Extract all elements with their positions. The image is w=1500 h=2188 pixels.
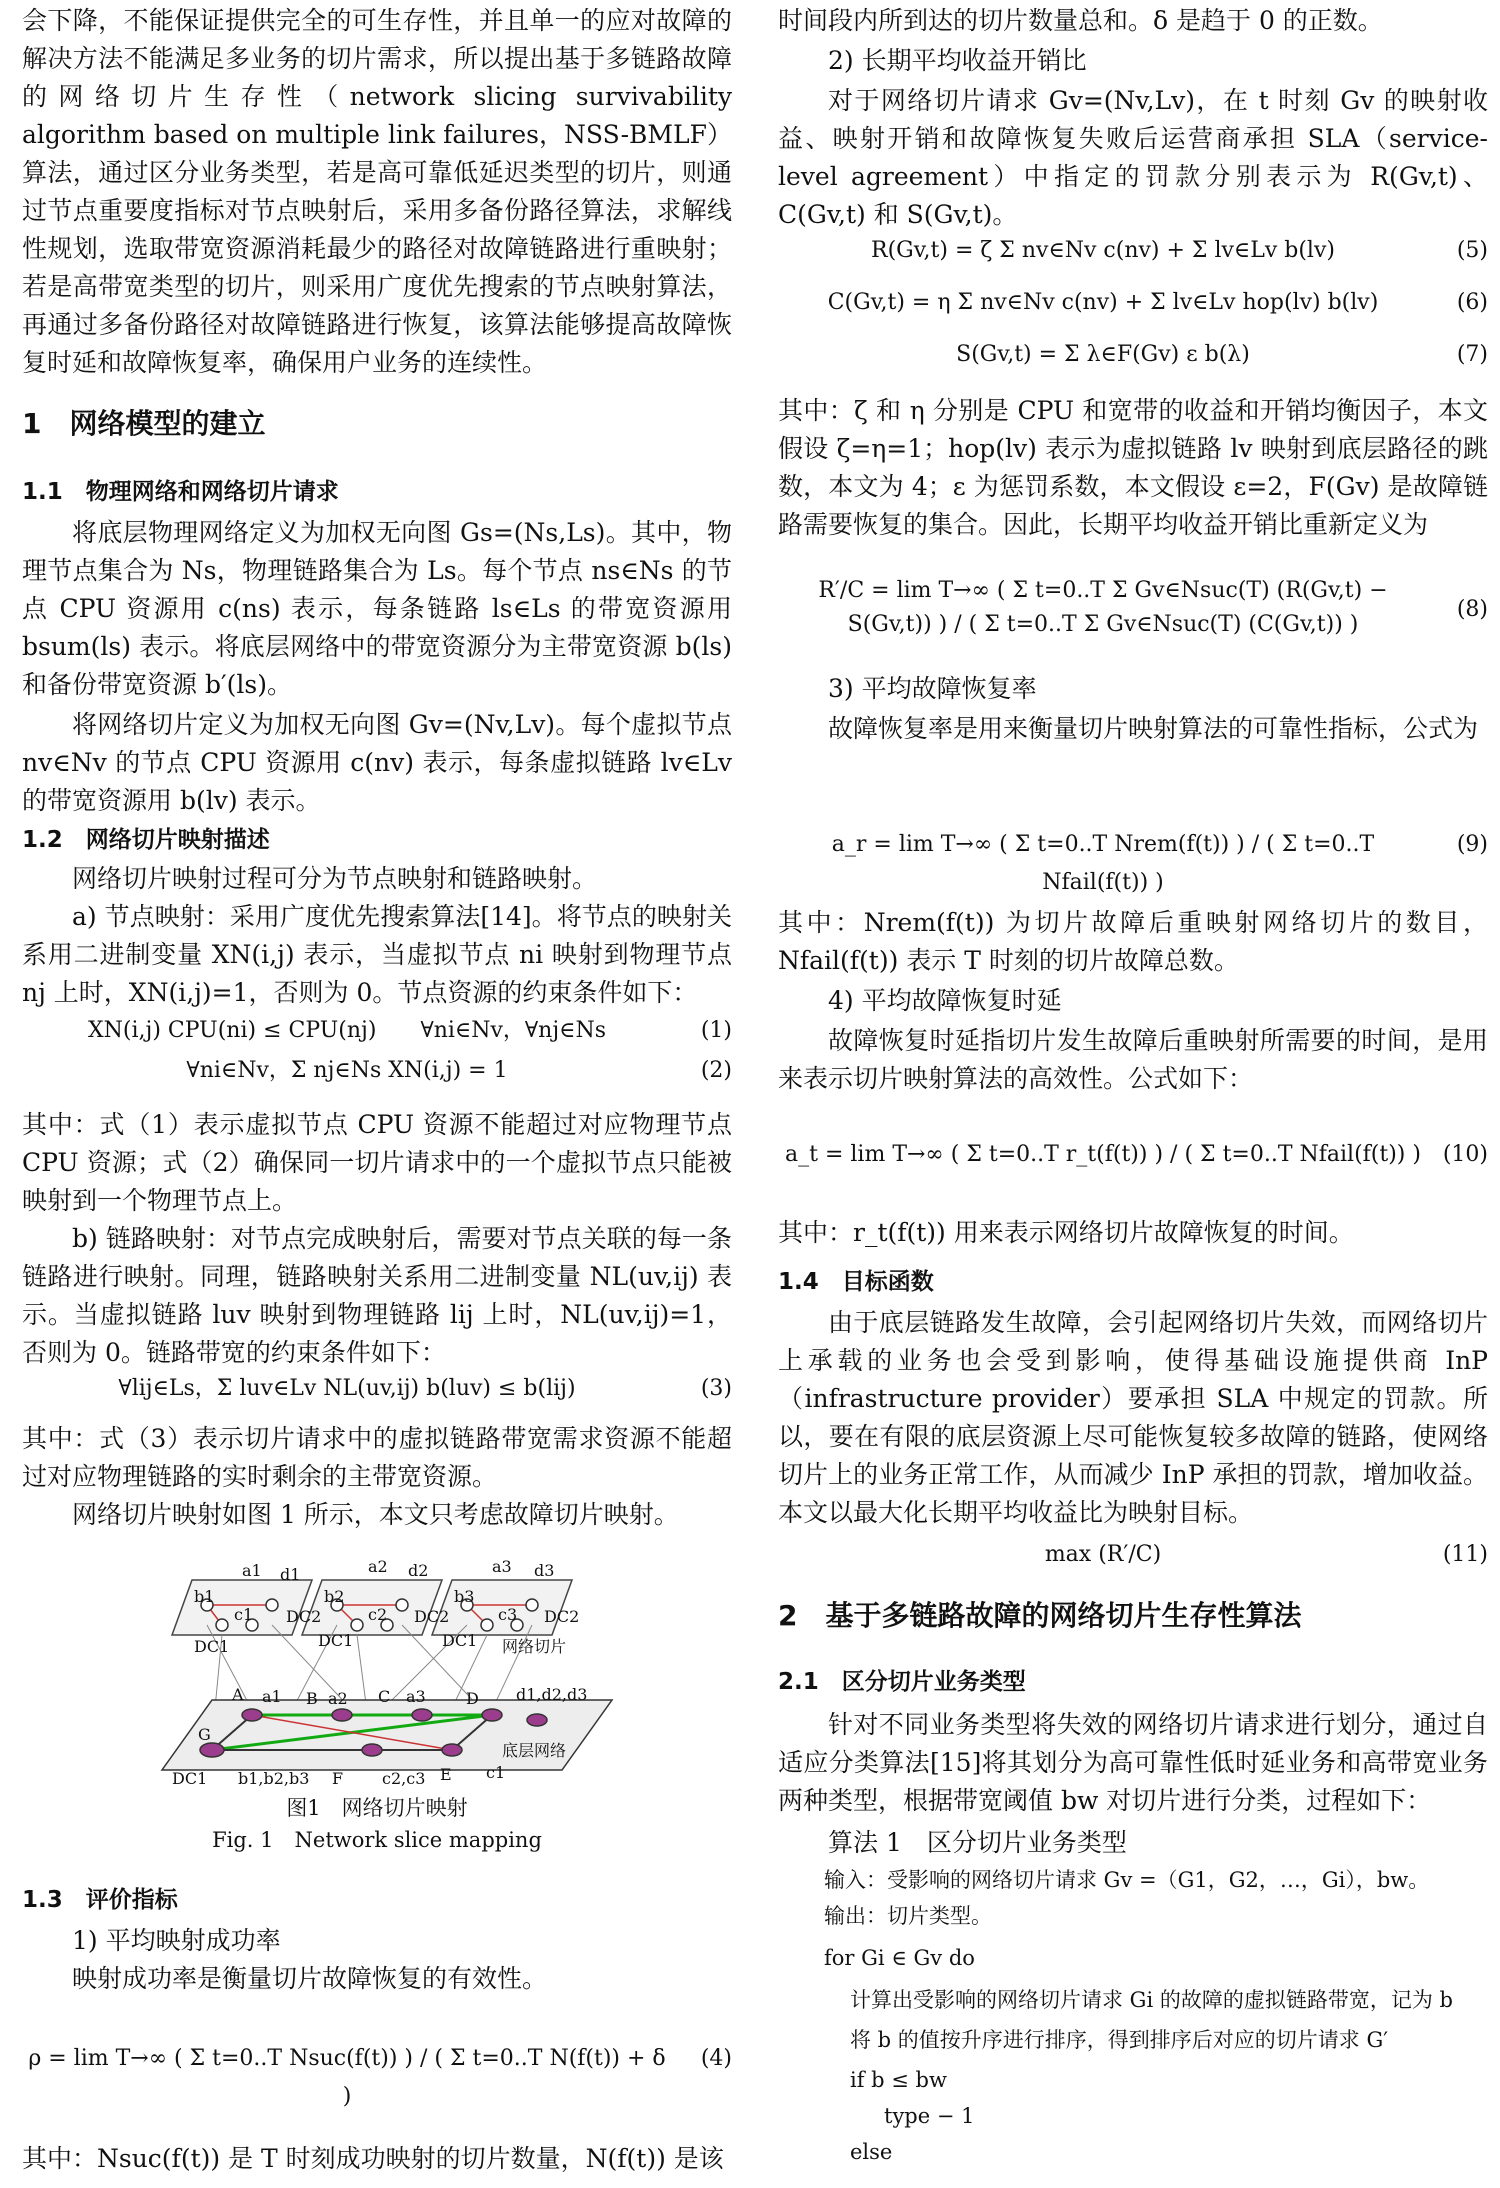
section-1-3-paragraph-1: 映射成功率是衡量切片故障恢复的有效性。	[72, 1964, 548, 1993]
equation-11: max (R′/C) (11)	[1044, 1542, 1488, 1567]
equation-6: C(Gv,t) = η Σ nv∈Nv c(nv) + Σ lv∈Lv hop(lv) b(lv) (6)	[827, 290, 1488, 315]
svg-text:a3: a3	[406, 1687, 426, 1706]
section-1-title: 1 网络模型的建立	[22, 407, 266, 440]
svg-text:c1: c1	[234, 1605, 254, 1624]
svg-text:F: F	[332, 1769, 344, 1788]
svg-text:c1: c1	[486, 1763, 506, 1782]
metric-2-explanation: 其中：ζ 和 η 分别是 CPU 和宽带的收益和开销均衡因子，本文假设 ζ=η=1；hop(lv) 表示为虚拟链路 lv 映射到底层路径的跳数，本文为 4；ε 为惩罚系数，本文假设 ε=2，F(Gv) 是故障链路需要恢复的集合。因此，长期平均收益开销比重新定义为	[778, 396, 1488, 539]
svg-text:d1,d2,d3: d1,d2,d3	[516, 1685, 588, 1704]
section-1-3-title: 1.3 评价指标	[22, 1887, 178, 1913]
svg-text:a3: a3	[492, 1557, 512, 1576]
svg-text:E: E	[440, 1765, 452, 1784]
network-slice-mapping-diagram	[22, 1540, 732, 1790]
svg-text:DC1: DC1	[442, 1631, 478, 1650]
svg-text:d1: d1	[280, 1565, 301, 1584]
algorithm-1-output: 输出：切片类型。	[824, 1904, 992, 1928]
svg-text:c2,c3: c2,c3	[382, 1769, 426, 1788]
algorithm-1-input: 输入：受影响的网络切片请求 Gv =（G1，G2，…，Gi），bw。	[824, 1868, 1430, 1892]
section-1-2-paragraph-5: 其中：式（3）表示切片请求中的虚拟链路带宽需求资源不能超过对应物理链路的实时剩余的主带宽资源。	[22, 1424, 732, 1491]
equation-4: ρ = lim T→∞ ( Σ t=0..T Nsuc(f(t)) ) / ( Σ t=0..T N(f(t)) + δ ) (4)	[28, 2046, 732, 2109]
section-2-1-paragraph: 针对不同业务类型将失效的网络切片请求进行划分，通过自适应分类算法[15]将其划分为高可靠性低时延业务和高带宽业务两种类型，根据带宽阈值 bw 对切片进行分类，过程如下：	[778, 1710, 1488, 1815]
svg-text:a1: a1	[242, 1561, 262, 1580]
section-1-2-paragraph-2: a) 节点映射：采用广度优先搜索算法[14]。将节点的映射关系用二进制变量 XN(i,j) 表示，当虚拟节点 ni 映射到物理节点 nj 上时，XN(i,j)=1，否则为 0。节点资源的约束条件如下：	[22, 902, 732, 1007]
section-1-4-title: 1.4 目标函数	[778, 1269, 934, 1295]
figure-1	[22, 1540, 732, 1790]
svg-text:b2: b2	[324, 1587, 345, 1606]
svg-text:a2: a2	[328, 1689, 348, 1708]
algorithm-1	[778, 1824, 1488, 2170]
metric-3-paragraph: 故障恢复率是用来衡量切片映射算法的可靠性指标，公式为	[828, 714, 1479, 743]
svg-text:C: C	[378, 1687, 391, 1706]
figure-1-caption-en: Fig. 1 Network slice mapping	[212, 1828, 542, 1852]
metric-2-paragraph: 对于网络切片请求 Gv=(Nv,Lv)，在 t 时刻 Gv 的映射收益、映射开销和故障恢复失败后运营商承担 SLA（service-level agreement）中指定的罚款分别表示为 R(Gv,t)、C(Gv,t) 和 S(Gv,t)。	[778, 86, 1488, 229]
svg-text:c2: c2	[368, 1605, 388, 1624]
section-1-2-paragraph-1: 网络切片映射过程可分为节点映射和链路映射。	[72, 864, 598, 893]
svg-text:d2: d2	[408, 1561, 429, 1580]
metric-3-explanation: 其中：Nrem(f(t)) 为切片故障后重映射网络切片的数目，Nfail(f(t)) 表示 T 时刻的切片故障总数。	[778, 908, 1488, 975]
section-1-4-paragraph: 由于底层链路发生故障，会引起网络切片失效，而网络切片上承载的业务也会受到影响，使得基础设施提供商 InP（infrastructure provider）要承担 SLA 中规定的罚款。所以，要在有限的底层资源上尽可能恢复较多故障的链路，使网络切片上的业务正常工作，从而减少 InP 承担的罚款，增加收益。本文以最大化长期平均收益比为映射目标。	[778, 1308, 1488, 1527]
svg-text:a2: a2	[368, 1557, 388, 1576]
section-1-2-paragraph-3: 其中：式（1）表示虚拟节点 CPU 资源不能超过对应物理节点 CPU 资源；式（2）确保同一切片请求中的一个虚拟节点只能被映射到一个物理节点上。	[22, 1110, 732, 1215]
metric-3-title: 3) 平均故障恢复率	[828, 674, 1037, 703]
equation-7: S(Gv,t) = Σ λ∈F(Gv) ε b(λ) (7)	[956, 342, 1488, 367]
section-1-2-paragraph-4: b) 链路映射：对节点完成映射后，需要对节点关联的每一条链路进行映射。同理，链路映射关系用二进制变量 NL(uv,ij) 表示。当虚拟链路 luv 映射到物理链路 lij 上时，NL(uv,ij)=1，否则为 0。链路带宽的约束条件如下：	[22, 1224, 732, 1367]
svg-text:a1: a1	[262, 1687, 282, 1706]
svg-text:c3: c3	[498, 1605, 518, 1624]
section-1-1-paragraph-1: 将底层物理网络定义为加权无向图 Gs=(Ns,Ls)。其中，物理节点集合为 Ns，物理链路集合为 Ls。每个节点 ns∈Ns 的节点 CPU 资源用 c(ns) 表示，每条链路 ls∈Ls 的带宽资源用 bsum(ls) 表示。将底层网络中的带宽资源分为主带宽资源 b(ls) 和备份带宽资源 b′(ls)。	[22, 518, 732, 699]
equation-1: XN(i,j) CPU(ni) ≤ CPU(nj) ∀ni∈Nv，∀nj∈Ns (1)	[88, 1018, 732, 1043]
svg-text:A: A	[232, 1685, 244, 1704]
section-2-1-title: 2.1 区分切片业务类型	[778, 1669, 1026, 1695]
svg-text:d3: d3	[534, 1561, 555, 1580]
algorithm-1-if: if b ≤ bw	[850, 2068, 947, 2092]
algorithm-1-for: for Gi ∈ Gv do	[824, 1946, 975, 1970]
svg-text:B: B	[306, 1689, 318, 1708]
algorithm-1-type: type − 1	[884, 2104, 975, 2128]
section-1-3-paragraph-2: 其中：Nsuc(f(t)) 是 T 时刻成功映射的切片数量，N(f(t)) 是该	[22, 2144, 724, 2173]
metric-4-explanation: 其中：r_t(f(t)) 用来表示网络切片故障恢复的时间。	[778, 1218, 1354, 1247]
equation-3: ∀lij∈Ls，Σ luv∈Lv NL(uv,ij) b(luv) ≤ b(lij) (3)	[118, 1376, 732, 1401]
equation-2: ∀ni∈Nv，Σ nj∈Ns XN(i,j) = 1 (2)	[186, 1058, 732, 1083]
equation-9: a_r = lim T→∞ ( Σ t=0..T Nrem(f(t)) ) / ( Σ t=0..T Nfail(f(t)) ) (9)	[831, 832, 1488, 895]
svg-text:网络切片: 网络切片	[502, 1637, 567, 1656]
equation-8: R′/C = lim T→∞ ( Σ t=0..T Σ Gv∈Nsuc(T) (R(Gv,t) − S(Gv,t)) ) / ( Σ t=0..T Σ Gv∈Nsuc(T) (C(Gv,t)) ) (8)	[818, 578, 1488, 637]
intro-paragraph: 会下降，不能保证提供完全的可生存性，并且单一的应对故障的解决方法不能满足多业务的切片需求，所以提出基于多链路故障的网络切片生存性（network slicing survivability algorithm based on multiple link failures，NSS-BMLF）算法，通过区分业务类型，若是高可靠低延迟类型的切片，则通过节点重要度指标对节点映射后，采用多备份路径算法，求解线性规划，选取带宽资源消耗最少的路径对故障链路进行重映射；若是高带宽类型的切片，则采用广度优先搜索的节点映射算法，再通过多备份路径对故障链路进行恢复，该算法能够提高故障恢复时延和故障恢复率，确保用户业务的连续性。	[22, 6, 732, 377]
algorithm-1-line-1: 计算出受影响的网络切片请求 Gi 的故障的虚拟链路带宽，记为 b	[850, 1988, 1453, 2012]
svg-text:b1,b2,b3: b1,b2,b3	[238, 1769, 310, 1788]
metric-2-title: 2) 长期平均收益开销比	[828, 46, 1087, 75]
svg-text:DC2: DC2	[544, 1607, 580, 1626]
section-1-1-title: 1.1 物理网络和网络切片请求	[22, 479, 339, 505]
svg-text:底层网络: 底层网络	[502, 1741, 567, 1760]
figure-1-caption-cn: 图1 网络切片映射	[286, 1796, 468, 1820]
equation-5: R(Gv,t) = ζ Σ nv∈Nv c(nv) + Σ lv∈Lv b(lv) (5)	[871, 238, 1488, 263]
svg-text:b1: b1	[194, 1587, 215, 1606]
section-1-1-paragraph-2: 将网络切片定义为加权无向图 Gv=(Nv,Lv)。每个虚拟节点 nv∈Nv 的节点 CPU 资源用 c(nv) 表示，每条虚拟链路 lv∈Lv 的带宽资源用 b(lv) 表示。	[22, 710, 732, 815]
svg-text:DC2: DC2	[286, 1607, 322, 1626]
algorithm-1-line-2: 将 b 的值按升序进行排序，得到排序后对应的切片请求 G′	[850, 2028, 1389, 2052]
section-1-2-title: 1.2 网络切片映射描述	[22, 827, 270, 853]
section-2-title: 2 基于多链路故障的网络切片生存性算法	[778, 1599, 1302, 1632]
equation-10: a_t = lim T→∞ ( Σ t=0..T r_t(f(t)) ) / ( Σ t=0..T Nfail(f(t)) ) (10)	[785, 1142, 1488, 1167]
svg-text:b3: b3	[454, 1587, 475, 1606]
svg-text:DC1: DC1	[172, 1769, 208, 1788]
svg-text:DC2: DC2	[414, 1607, 450, 1626]
svg-text:D: D	[466, 1689, 479, 1708]
metric-4-title: 4) 平均故障恢复时延	[828, 986, 1062, 1015]
algorithm-1-title: 算法 1 区分切片业务类型	[828, 1828, 1127, 1857]
metric-4-paragraph: 故障恢复时延指切片发生故障后重映射所需要的时间，是用来表示切片映射算法的高效性。公式如下：	[778, 1026, 1488, 1093]
svg-text:DC1: DC1	[194, 1637, 230, 1656]
section-1-2-paragraph-6: 网络切片映射如图 1 所示，本文只考虑故障切片映射。	[72, 1500, 679, 1529]
algorithm-1-else: else	[850, 2140, 893, 2164]
section-1-3-item-1: 1) 平均映射成功率	[72, 1926, 281, 1955]
svg-text:DC1: DC1	[318, 1631, 354, 1650]
right-paragraph-top: 时间段内所到达的切片数量总和。δ 是趋于 0 的正数。	[778, 6, 1383, 35]
svg-text:G: G	[198, 1725, 211, 1744]
